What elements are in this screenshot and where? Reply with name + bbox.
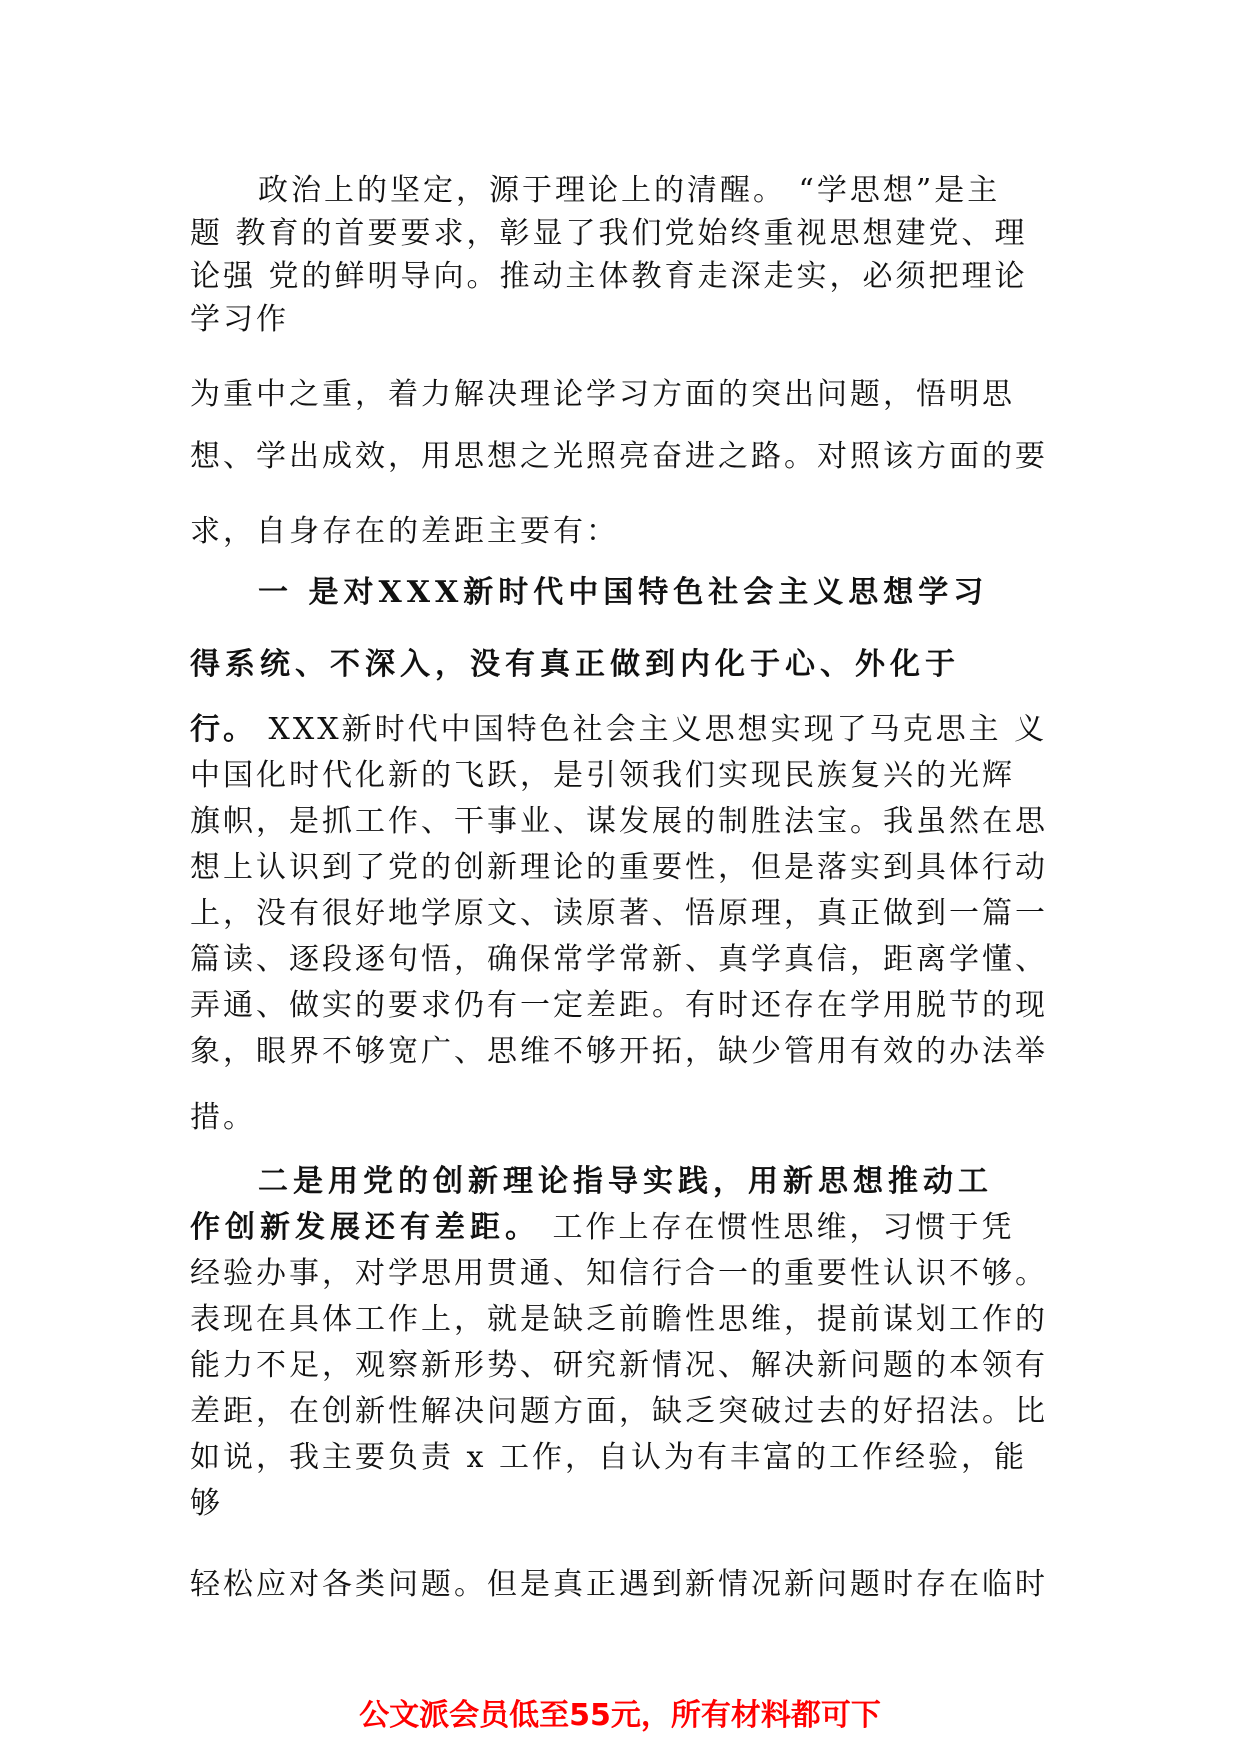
paragraph-2-line-3: 旗帜，是抓工作、干事业、谋发展的制胜法宝。我虽然在思 — [190, 804, 1048, 839]
paragraph-3-line-4: 能力不足，观察新形势、研究新情况、解决新问题的本领有 — [190, 1348, 1048, 1383]
paragraph-1-line-5: 为重中之重，着力解决理论学习方面的突出问题，悟明思 — [190, 377, 1015, 412]
paragraph-1-line-3: 论强 党的鲜明导向。推动主体教育走深走实，必须把理论 — [190, 259, 1028, 294]
paragraph-2-line-6: 篇读、逐段逐句悟，确保常学常新、真学真信，距离学懂、 — [190, 942, 1048, 977]
paragraph-1-line-4: 学习作 — [190, 302, 289, 337]
heading-2-end: 作创新发展还有差距。 — [190, 1210, 540, 1245]
paragraph-3-line-5: 差距，在创新性解决问题方面，缺乏突破过去的好招法。比 — [190, 1394, 1048, 1429]
paragraph-3-line-1 — [190, 1208, 1060, 1248]
paragraph-2-line-2: 中国化时代化新的飞跃，是引领我们实现民族复兴的光辉 — [190, 758, 1015, 793]
promo-footer: 公文派会员低至55元，所有材料都可下 — [359, 1698, 881, 1733]
paragraph-3-start: 工作上存在惯性思维，习惯于凭 — [540, 1210, 1015, 1245]
heading-2-line-1: 二是用党的创新理论指导实践，用新思想推动工 — [258, 1164, 993, 1199]
paragraph-2-line-1 — [190, 710, 1060, 750]
paragraph-2-start: XXX新时代中国特色社会主义思想实现了马克思主 义 — [256, 712, 1048, 747]
paragraph-3-line-6: 如说，我主要负责 x 工作，自认为有丰富的工作经验，能 — [190, 1440, 1027, 1475]
paragraph-1-line-7: 求，自身存在的差距主要有： — [190, 514, 619, 549]
heading-1-line-2: 得系统、不深入，没有真正做到内化于心、外化于 — [190, 647, 960, 682]
paragraph-2-line-9: 措。 — [190, 1100, 256, 1135]
paragraph-1-line-2: 题 教育的首要要求，彰显了我们党始终重视思想建党、理 — [190, 216, 1028, 251]
paragraph-3-line-7: 够 — [190, 1486, 223, 1521]
paragraph-2-line-4: 想上认识到了党的创新理论的重要性，但是落实到具体行动 — [190, 850, 1048, 885]
paragraph-3-line-2: 经验办事，对学思用贯通、知信行合一的重要性认识不够。 — [190, 1256, 1048, 1291]
heading-1-line-1: 一 是对XXX新时代中国特色社会主义思想学习 — [258, 575, 989, 610]
paragraph-2-line-7: 弄通、做实的要求仍有一定差距。有时还存在学用脱节的现 — [190, 988, 1048, 1023]
paragraph-3-line-8: 轻松应对各类问题。但是真正遇到新情况新问题时存在临时 — [190, 1567, 1048, 1602]
paragraph-2-line-5: 上，没有很好地学原文、读原著、悟原理，真正做到一篇一 — [190, 896, 1048, 931]
heading-1-end: 行。 — [190, 712, 256, 747]
paragraph-2-line-8: 象，眼界不够宽广、思维不够开拓，缺少管用有效的办法举 — [190, 1034, 1048, 1069]
paragraph-1-line-6: 想、学出成效，用思想之光照亮奋进之路。对照该方面的要 — [190, 439, 1048, 474]
paragraph-3-line-3: 表现在具体工作上，就是缺乏前瞻性思维，提前谋划工作的 — [190, 1302, 1048, 1337]
paragraph-1-line-1: 政治上的坚定，源于理论上的清醒。 “学思想”是主 — [258, 173, 1001, 208]
